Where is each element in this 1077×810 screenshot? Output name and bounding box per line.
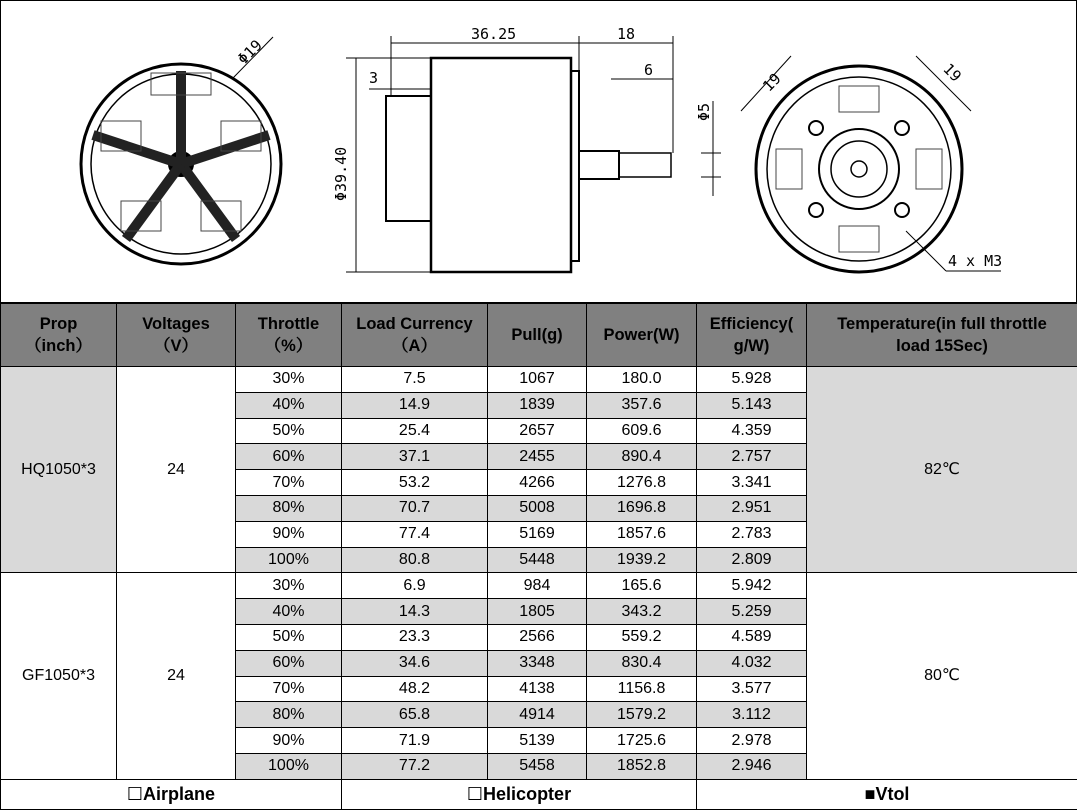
power-cell: 830.4 [587,650,697,676]
efficiency-cell: 2.809 [697,547,807,573]
power-cell: 165.6 [587,573,697,599]
pull-cell: 2657 [488,418,587,444]
power-cell: 1579.2 [587,702,697,728]
temperature-cell: 82℃ [807,367,1077,573]
header-power [587,304,697,367]
footer-airplane [1,779,342,809]
header-row [1,304,1077,367]
header-load-currency-line: （A） [342,335,487,357]
throttle-cell: 30% [236,367,342,393]
header-pull [488,304,587,367]
efficiency-cell: 2.783 [697,521,807,547]
current-cell: 34.6 [342,650,488,676]
power-cell: 890.4 [587,444,697,470]
header-prop-line: Prop [1,313,116,335]
voltage-cell: 24 [117,367,236,573]
header-temperature-line: Temperature(in full throttle [807,313,1077,335]
header-throttle [236,304,342,367]
power-cell: 180.0 [587,367,697,393]
current-cell: 14.3 [342,599,488,625]
power-cell: 609.6 [587,418,697,444]
pull-cell: 1067 [488,367,587,393]
current-cell: 65.8 [342,702,488,728]
footer-airplane-checkbox: ☐ [127,784,143,804]
pull-cell: 4266 [488,470,587,496]
throttle-cell: 40% [236,599,342,625]
efficiency-cell: 3.577 [697,676,807,702]
header-power-line: Power(W) [587,324,696,346]
pull-cell: 5458 [488,753,587,779]
footer-helicopter [342,779,697,809]
current-cell: 6.9 [342,573,488,599]
footer-row [1,779,1077,809]
throttle-cell: 60% [236,444,342,470]
header-efficiency [697,304,807,367]
throttle-cell: 30% [236,573,342,599]
throttle-cell: 50% [236,624,342,650]
pull-cell: 4914 [488,702,587,728]
efficiency-cell: 4.589 [697,624,807,650]
power-cell: 1725.6 [587,728,697,754]
table-row [1,367,1077,393]
dim-mount-screws: 4 x M3 [948,252,1002,270]
current-cell: 7.5 [342,367,488,393]
throttle-cell: 100% [236,753,342,779]
throttle-cell: 70% [236,676,342,702]
efficiency-cell: 3.341 [697,470,807,496]
current-cell: 77.4 [342,521,488,547]
header-prop [1,304,117,367]
current-cell: 70.7 [342,495,488,521]
header-temperature-line: load 15Sec) [807,335,1077,357]
throttle-cell: 60% [236,650,342,676]
header-efficiency-line: g/W) [697,335,806,357]
table-body [1,367,1077,810]
throttle-cell: 90% [236,521,342,547]
header-voltages [117,304,236,367]
dim-shaft-total: 18 [617,25,635,43]
side-view [346,36,721,272]
footer-helicopter-label: Helicopter [483,784,571,804]
power-cell: 1857.6 [587,521,697,547]
dim-front-diameter: Φ19 [234,36,266,68]
current-cell: 25.4 [342,418,488,444]
pull-cell: 5448 [488,547,587,573]
pull-cell: 2566 [488,624,587,650]
dim-shaft-diameter: Φ5 [695,103,713,121]
throttle-cell: 80% [236,495,342,521]
pull-cell: 1839 [488,392,587,418]
dim-shaft-thread: 6 [644,61,653,79]
power-cell: 357.6 [587,392,697,418]
efficiency-cell: 5.259 [697,599,807,625]
header-voltages-line: （V） [117,335,235,357]
current-cell: 23.3 [342,624,488,650]
throttle-cell: 90% [236,728,342,754]
current-cell: 71.9 [342,728,488,754]
table-row [1,573,1077,599]
throttle-cell: 70% [236,470,342,496]
pull-cell: 1805 [488,599,587,625]
power-cell: 1939.2 [587,547,697,573]
throttle-cell: 40% [236,392,342,418]
pull-cell: 2455 [488,444,587,470]
efficiency-cell: 2.946 [697,753,807,779]
header-voltages-line: Voltages [117,313,235,335]
efficiency-cell: 3.112 [697,702,807,728]
current-cell: 37.1 [342,444,488,470]
header-prop-line: （inch） [1,335,116,357]
motor-drawing-svg [1,1,1077,304]
efficiency-cell: 2.978 [697,728,807,754]
footer-helicopter-checkbox: ☐ [467,784,483,804]
pull-cell: 5169 [488,521,587,547]
header-throttle-line: Throttle [236,313,341,335]
power-cell: 343.2 [587,599,697,625]
temperature-cell: 80℃ [807,573,1077,779]
voltage-cell: 24 [117,573,236,779]
prop-cell: GF1050*3 [1,573,117,779]
rear-view [741,56,1001,272]
dim-mount-a: 19 [759,70,785,96]
throttle-cell: 50% [236,418,342,444]
header-pull-line: Pull(g) [488,324,586,346]
pull-cell: 4138 [488,676,587,702]
motor-drawing [0,0,1077,303]
header-efficiency-line: Efficiency( [697,313,806,335]
header-load-currency [342,304,488,367]
header-load-currency-line: Load Currency [342,313,487,335]
prop-cell: HQ1050*3 [1,367,117,573]
front-view [81,37,281,264]
power-cell: 1156.8 [587,676,697,702]
efficiency-cell: 5.143 [697,392,807,418]
pull-cell: 5139 [488,728,587,754]
header-temperature [807,304,1077,367]
efficiency-cell: 4.032 [697,650,807,676]
current-cell: 53.2 [342,470,488,496]
efficiency-cell: 5.942 [697,573,807,599]
footer-airplane-label: Airplane [143,784,215,804]
pull-cell: 3348 [488,650,587,676]
current-cell: 77.2 [342,753,488,779]
efficiency-cell: 4.359 [697,418,807,444]
efficiency-cell: 5.928 [697,367,807,393]
dim-flange: 3 [369,69,378,87]
footer-vtol-label: Vtol [875,784,909,804]
current-cell: 48.2 [342,676,488,702]
current-cell: 80.8 [342,547,488,573]
dim-body-diameter: Φ39.40 [332,147,350,201]
efficiency-cell: 2.951 [697,495,807,521]
power-cell: 1276.8 [587,470,697,496]
pull-cell: 984 [488,573,587,599]
power-cell: 559.2 [587,624,697,650]
throttle-cell: 80% [236,702,342,728]
footer-vtol [697,779,1077,809]
current-cell: 14.9 [342,392,488,418]
throttle-cell: 100% [236,547,342,573]
dim-length: 36.25 [471,25,516,43]
footer-vtol-checkbox: ■ [865,784,876,804]
pull-cell: 5008 [488,495,587,521]
header-throttle-line: （%） [236,335,341,357]
efficiency-cell: 2.757 [697,444,807,470]
power-cell: 1696.8 [587,495,697,521]
dim-mount-b: 19 [939,60,965,86]
performance-table [0,303,1077,810]
power-cell: 1852.8 [587,753,697,779]
